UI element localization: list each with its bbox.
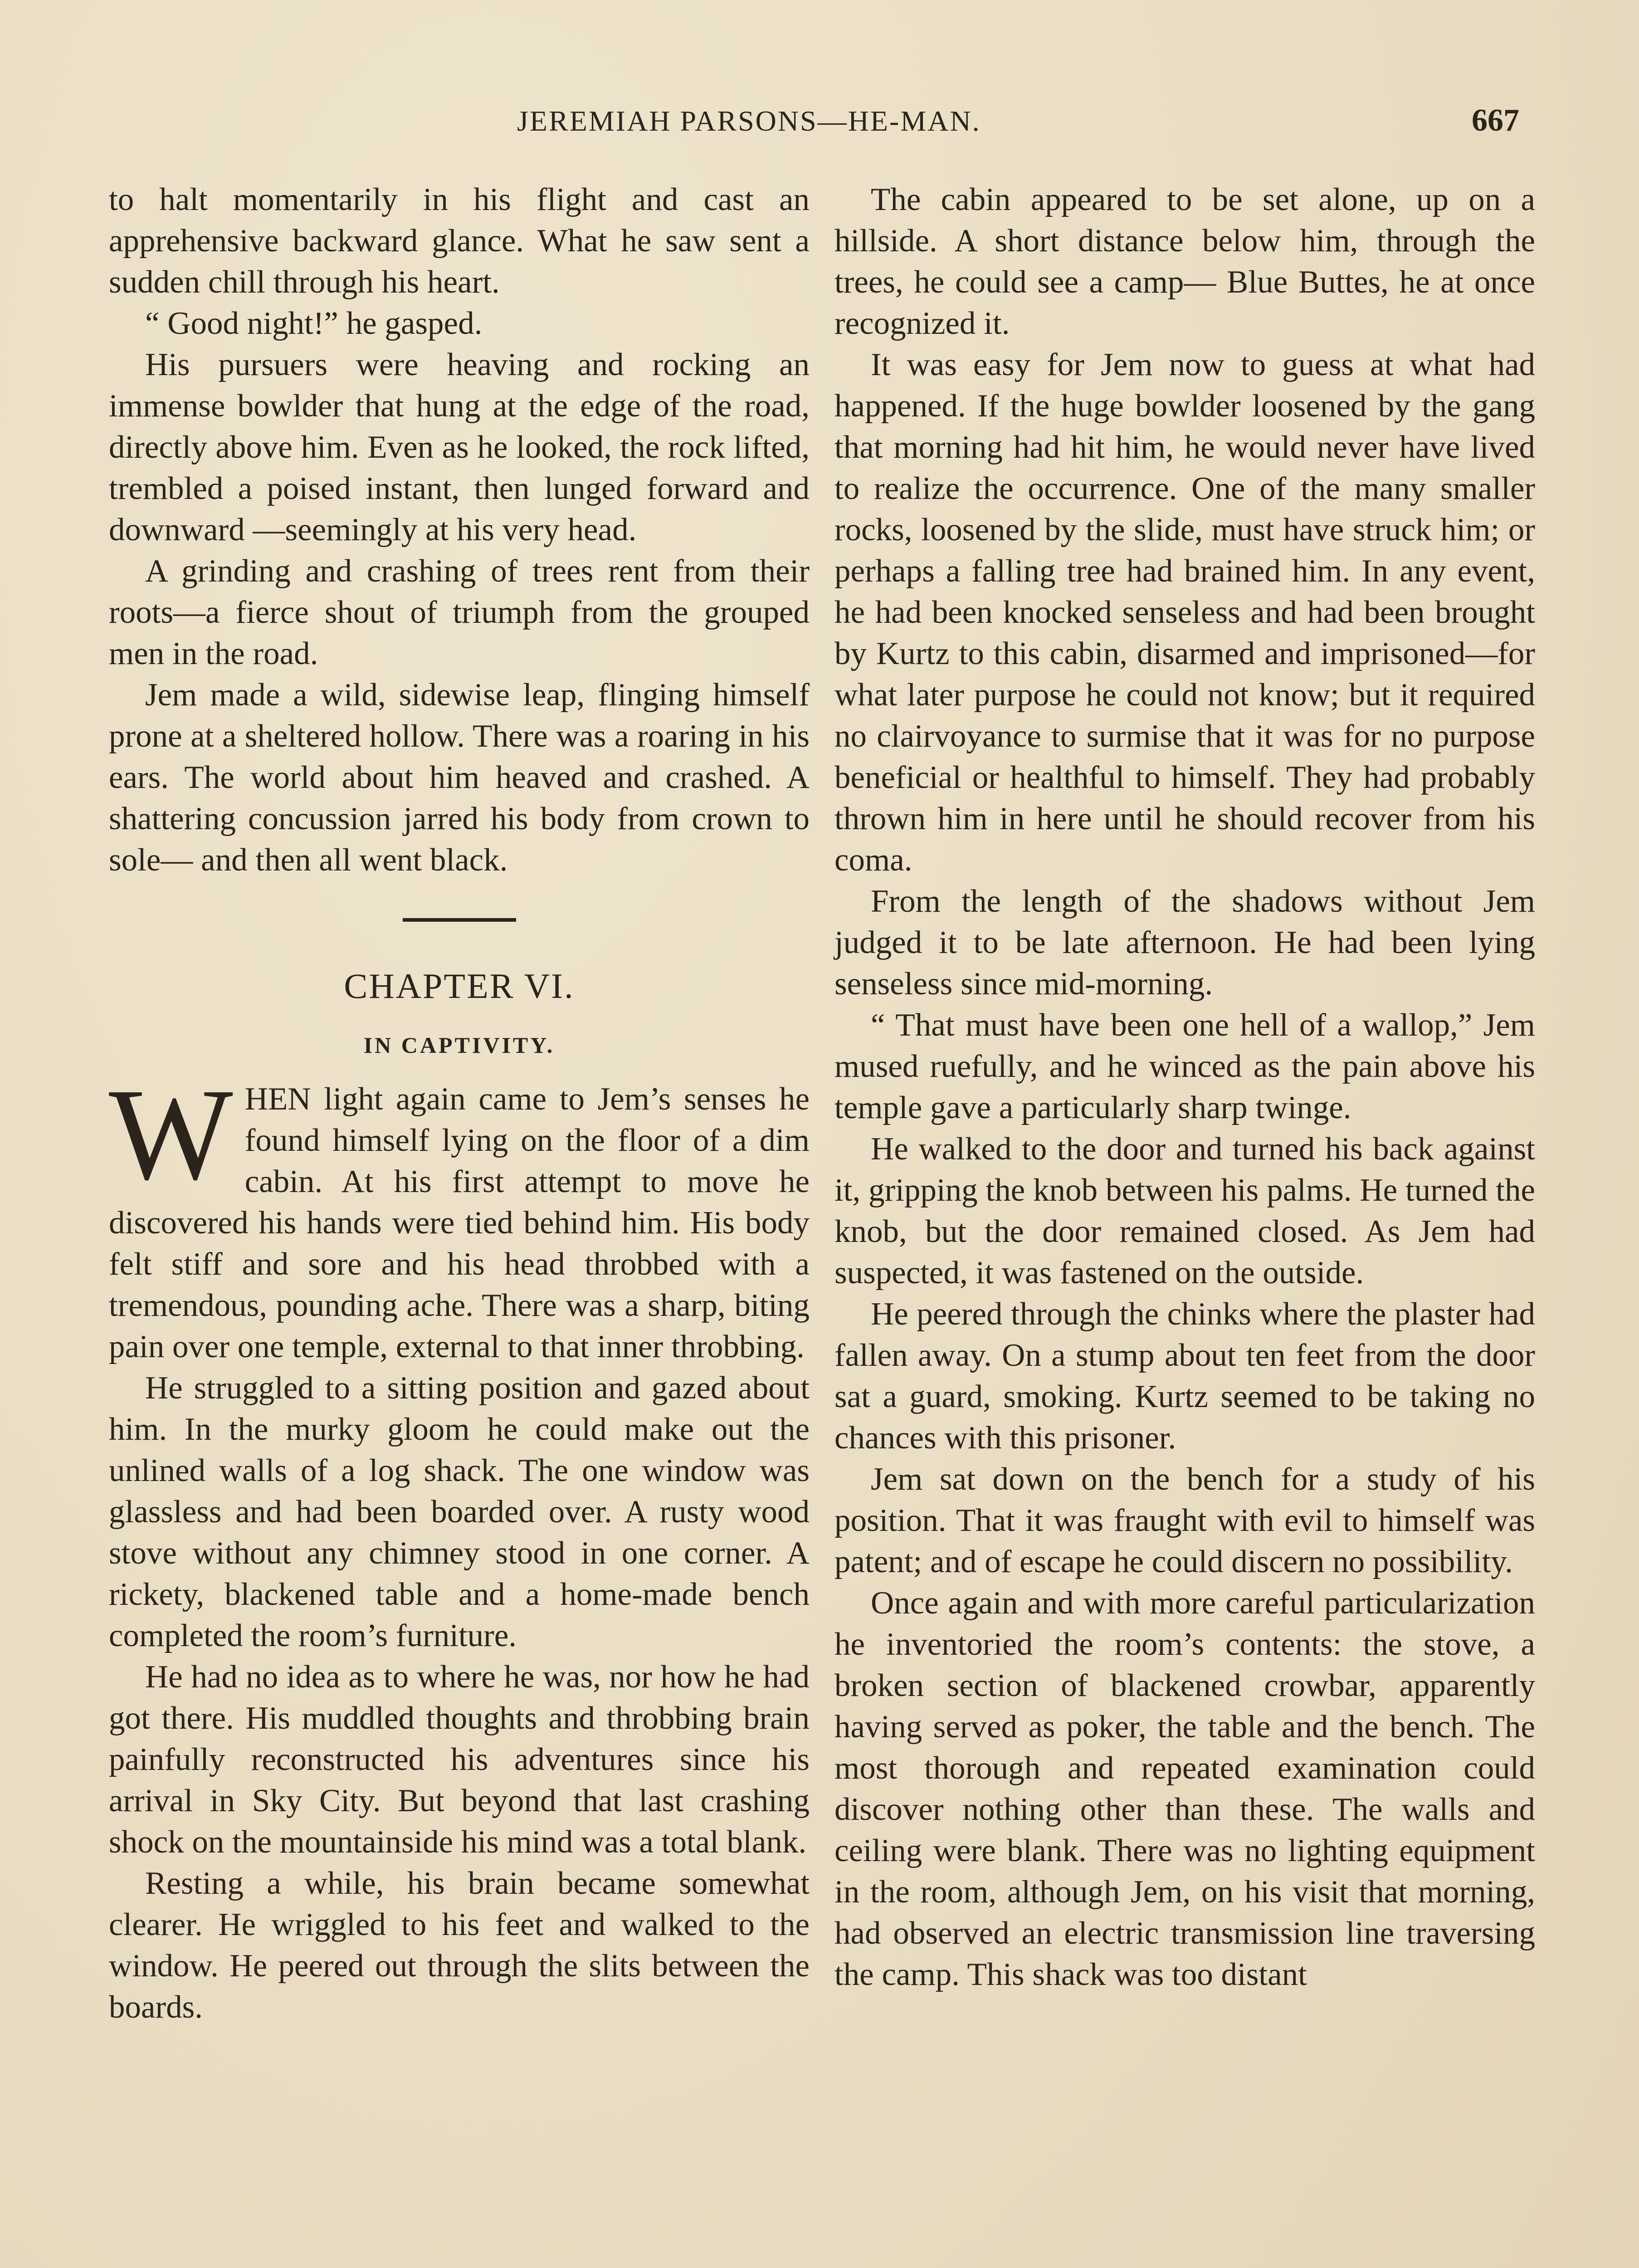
page-number: 667 [1472,103,1519,138]
paragraph: He peered through the chinks where the plaster had fallen away. On a stump about ten feet from the door sat a guard, smoking. Kurtz seemed to be taking no chances with this prisoner. [834,1296,1535,1456]
chapter-subtitle: IN CAPTIVITY. [363,1032,555,1058]
opening-text: HEN light again came to Jem’s senses he found himself lying on the floor of a dim cabin. At his first attempt to move he discovered his hands were tied behind him. His body felt stiff and sore and his head throbbed with a tremendous, pounding ache. There was a sharp, biting pain over one temple, external to that inner throbbing. [109,1081,810,1364]
left-column [109,179,810,2028]
paragraph: He walked to the door and turned his back against it, gripping the knob between his palms. He turned the knob, but the door remained closed. As Jem had suspected, it was fastened on the outside. [834,1131,1535,1290]
paragraph: A grinding and crashing of trees rent from their roots—a fierce shout of triumph from the grouped men in the road. [109,553,810,671]
paragraph: The cabin appeared to be set alone, up on a hillside. A short distance below him, through the trees, he could see a camp— Blue Buttes, he at once recognized it. [834,182,1535,341]
section-rule [403,918,516,922]
opening-paragraph [109,1061,810,1368]
paragraph: He struggled to a sitting position and gazed about him. In the murky gloom he could make out the unlined walls of a log shack. The one window was glassless and had been boarded over. A rusty wood stove without any chimney stood in one corner. A rickety, blackened table and a home-made bench completed the room’s furniture. [109,1370,810,1653]
drop-cap: W [109,1061,233,1207]
chapter-title: CHAPTER VI. [344,966,575,1006]
paragraph: From the length of the shadows without Jem judged it to be late afternoon. He had been lying senseless since mid-morning. [834,884,1535,1002]
paragraph: “ Good night!” he gasped. [145,306,483,341]
paragraph: Jem sat down on the bench for a study of his position. That it was fraught with evil to himself was patent; and of escape he could discern no possibility. [834,1461,1535,1579]
paragraph: to halt momentarily in his flight and cast an apprehensive backward glance. What he saw sent a sudden chill through his heart. [109,182,810,300]
paragraph: “ That must have been one hell of a wallop,” Jem mused ruefully, and he winced as the pain above his temple gave a particularly sharp twinge. [834,1007,1535,1125]
running-title: JEREMIAH PARSONS—HE-MAN. [517,105,981,137]
paragraph: He had no idea as to where he was, nor how he had got there. His muddled thoughts and throbbing brain painfully reconstructed his adventures since his arrival in Sky City. But beyond that last crashing shock on the mountainside his mind was a total blank. [109,1659,810,1860]
paragraph: Resting a while, his brain became somewhat clearer. He wriggled to his feet and walked to the window. He peered out through the slits between the boards. [109,1866,810,2025]
paragraph: Once again and with more careful particularization he inventoried the room’s contents: the stove, a broken section of blackened crowbar, apparently having served as poker, the table and the bench. The most thorough and repeated examination could discover nothing other than these. The walls and ceiling were blank. There was no lighting equipment in the room, although Jem, on his visit that morning, had observed an electric transmission line traversing the camp. This shack was too distant [834,1585,1535,1992]
paragraph: His pursuers were heaving and rocking an immense bowlder that hung at the edge of the road, directly above him. Even as he looked, the rock lifted, trembled a poised instant, then lunged forward and downward —seemingly at his very head. [109,347,810,547]
right-column [834,179,1535,1995]
paragraph: Jem made a wild, sidewise leap, flinging himself prone at a sheltered hollow. There was a roaring in his ears. The world about him heaved and crashed. A shattering concussion jarred his body from crown to sole— and then all went black. [109,677,810,878]
paragraph: It was easy for Jem now to guess at what had happened. If the huge bowlder loosened by the gang that morning had hit him, he would never have lived to realize the occurrence. One of the many smaller rocks, loosened by the slide, must have struck him; or perhaps a falling tree had brained him. In any event, he had been knocked senseless and had been brought by Kurtz to this cabin, disarmed and imprisoned—for what later purpose he could not know; but it required no clairvoyance to surmise that it was for no purpose beneficial or healthful to himself. They had probably thrown him in here until he should recover from his coma. [834,347,1535,878]
